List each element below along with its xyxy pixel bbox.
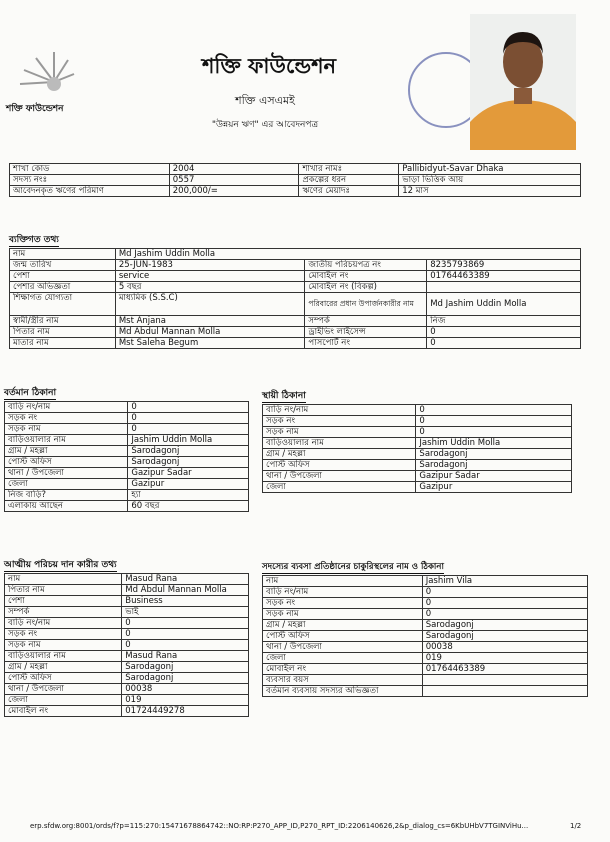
address-value: Gazipur Sadar (128, 468, 249, 479)
summary-value: 2004 (169, 164, 299, 175)
table-row (10, 293, 581, 316)
summary-value: ভাড়া ভিত্তিক আয় (399, 175, 581, 186)
relative-label: বাড়িওয়ালার নাম (5, 651, 122, 662)
relative-value: Masud Rana (122, 651, 249, 662)
personal-label: মোবাইল নং (বিকল্প) (305, 282, 427, 293)
present-address-table (4, 401, 249, 512)
footer-page-number: 1/2 (570, 822, 582, 830)
page-subtitle: শক্তি এসএমই (235, 94, 295, 107)
table-row (10, 186, 581, 197)
relative-value: 0 (122, 640, 249, 651)
table-row (5, 468, 249, 479)
personal-label: জাতীয় পরিচয়পত্র নং (305, 260, 427, 271)
table-row (263, 482, 572, 493)
table-row (5, 684, 249, 695)
address-value: Gazipur Sadar (416, 471, 572, 482)
table-row (10, 260, 581, 271)
personal-value: মাধ্যমিক (S.S.C) (115, 293, 305, 316)
personal-value (427, 282, 581, 293)
personal-label: মোবাইল নং (305, 271, 427, 282)
logo (6, 40, 86, 118)
summary-value: 0557 (169, 175, 299, 186)
address-value: Sarodagonj (416, 460, 572, 471)
table-row (10, 316, 581, 327)
table-row (263, 471, 572, 482)
address-value: Sarodagonj (128, 446, 249, 457)
table-row (10, 249, 581, 260)
relative-heading: আত্মীয় পরিচয় দান কারীর তথ্য (4, 560, 117, 570)
business-value: 00038 (422, 642, 587, 653)
table-row (263, 449, 572, 460)
address-label: সড়ক নাম (5, 424, 128, 435)
table-row (5, 457, 249, 468)
address-value: 60 বছর (128, 501, 249, 512)
address-value: 0 (128, 413, 249, 424)
business-label: পোস্ট অফিস (263, 631, 423, 642)
address-value: 0 (128, 402, 249, 413)
table-row (263, 460, 572, 471)
table-row (5, 629, 249, 640)
summary-value: 12 মাস (399, 186, 581, 197)
table-row (5, 651, 249, 662)
address-value: Sarodagonj (416, 449, 572, 460)
business-value: 0 (422, 587, 587, 598)
relative-label: সড়ক নাম (5, 640, 122, 651)
relative-label: পিতার নাম (5, 585, 122, 596)
table-row (5, 618, 249, 629)
table-row (5, 490, 249, 501)
table-row (263, 686, 588, 697)
address-label: সড়ক নং (5, 413, 128, 424)
personal-value: Mst Anjana (115, 316, 305, 327)
personal-label: জন্ম তারিখ (10, 260, 116, 271)
table-row (263, 576, 588, 587)
address-label: এলাকায় আছেন (5, 501, 128, 512)
relative-value: Business (122, 596, 249, 607)
table-row (10, 175, 581, 186)
relative-label: সড়ক নং (5, 629, 122, 640)
address-value: 0 (416, 427, 572, 438)
business-value (422, 675, 587, 686)
table-row (5, 706, 249, 717)
present-address-heading: বর্তমান ঠিকানা (4, 388, 57, 398)
table-row (5, 413, 249, 424)
table-row (263, 653, 588, 664)
relative-value: 0 (122, 618, 249, 629)
summary-label: ঋণের মেয়াদঃ (299, 186, 399, 197)
address-value: Gazipur (416, 482, 572, 493)
business-value: 019 (422, 653, 587, 664)
business-value: Sarodagonj (422, 631, 587, 642)
table-row (5, 501, 249, 512)
relative-label: সম্পর্ক (5, 607, 122, 618)
personal-value: 0 (427, 327, 581, 338)
table-row (263, 438, 572, 449)
table-row (5, 479, 249, 490)
relative-value: 0 (122, 629, 249, 640)
table-row (263, 642, 588, 653)
table-row (263, 609, 588, 620)
summary-value: 200,000/= (169, 186, 299, 197)
personal-heading: ব্যক্তিগত তথ্য (9, 235, 59, 245)
summary-label: শাখা কোড (10, 164, 170, 175)
summary-label: শাখার নামঃ (299, 164, 399, 175)
personal-value: service (115, 271, 305, 282)
table-row (5, 673, 249, 684)
table-row (263, 675, 588, 686)
business-value: 0 (422, 609, 587, 620)
business-value: 01764463389 (422, 664, 587, 675)
table-row (10, 327, 581, 338)
relative-value: 00038 (122, 684, 249, 695)
business-table (262, 575, 588, 697)
summary-label: প্রকল্পের ধরন (299, 175, 399, 186)
address-value: Sarodagonj (128, 457, 249, 468)
address-label: সড়ক নং (263, 416, 416, 427)
table-row (263, 416, 572, 427)
address-label: গ্রাম / মহল্লা (5, 446, 128, 457)
address-value: Jashim Uddin Molla (128, 435, 249, 446)
table-row (5, 662, 249, 673)
relative-value: 01724449278 (122, 706, 249, 717)
business-heading: সদস্যের ব্যবসা প্রতিষ্ঠানের চাকুরিস্থলের নাম ও ঠিকানা (262, 562, 444, 572)
table-row (5, 424, 249, 435)
personal-value: 8235793869 (427, 260, 581, 271)
business-label: গ্রাম / মহল্লা (263, 620, 423, 631)
table-row (5, 607, 249, 618)
address-label: সড়ক নাম (263, 427, 416, 438)
table-row (5, 695, 249, 706)
permanent-address-table (262, 404, 572, 493)
summary-table (9, 163, 581, 197)
personal-value: 5 বছর (115, 282, 305, 293)
person-photo-icon (470, 14, 576, 150)
address-label: বাড়িওয়ালার নাম (263, 438, 416, 449)
table-row (263, 427, 572, 438)
personal-label: পেশা (10, 271, 116, 282)
personal-value: 01764463389 (427, 271, 581, 282)
personal-label: শিক্ষাগত যোগ্যতা (10, 293, 116, 316)
address-label: থানা / উপজেলা (263, 471, 416, 482)
address-label: বাড়ি নং/নাম (5, 402, 128, 413)
relative-label: পেশা (5, 596, 122, 607)
table-row (5, 574, 249, 585)
relative-label: থানা / উপজেলা (5, 684, 122, 695)
address-label: থানা / উপজেলা (5, 468, 128, 479)
table-row (5, 596, 249, 607)
address-value: হ্যা (128, 490, 249, 501)
table-row (10, 271, 581, 282)
personal-label: পরিবারের প্রধান উপার্জনকারীর নাম (305, 293, 427, 316)
relative-value: Md Abdul Mannan Molla (122, 585, 249, 596)
business-label: সড়ক নং (263, 598, 423, 609)
table-row (5, 402, 249, 413)
address-label: পোস্ট অফিস (5, 457, 128, 468)
table-row (263, 631, 588, 642)
summary-label: সদস্য নংঃ (10, 175, 170, 186)
business-label: ব্যবসার বয়স (263, 675, 423, 686)
business-label: বাড়ি নং/নাম (263, 587, 423, 598)
address-label: জেলা (263, 482, 416, 493)
table-row (10, 164, 581, 175)
business-label: নাম (263, 576, 423, 587)
table-row (263, 587, 588, 598)
summary-value: Pallibidyut-Savar Dhaka (399, 164, 581, 175)
personal-value: Md Jashim Uddin Molla (115, 249, 580, 260)
personal-value: Md Jashim Uddin Molla (427, 293, 581, 316)
business-label: বর্তমান ব্যবসায় সদস্যর অভিজ্ঞতা (263, 686, 423, 697)
personal-label: পাসপোর্ট নং (305, 338, 427, 349)
business-label: থানা / উপজেলা (263, 642, 423, 653)
personal-label: মাতার নাম (10, 338, 116, 349)
address-value: Jashim Uddin Molla (416, 438, 572, 449)
table-row (5, 585, 249, 596)
relative-label: পোস্ট অফিস (5, 673, 122, 684)
relative-label: গ্রাম / মহল্লা (5, 662, 122, 673)
relative-value: ভাই (122, 607, 249, 618)
relative-value: Sarodagonj (122, 673, 249, 684)
address-value: 0 (128, 424, 249, 435)
relative-label: বাড়ি নং/নাম (5, 618, 122, 629)
personal-value: 25-JUN-1983 (115, 260, 305, 271)
business-label: মোবাইল নং (263, 664, 423, 675)
personal-value: 0 (427, 338, 581, 349)
address-value: 0 (416, 405, 572, 416)
applicant-photo (470, 14, 576, 150)
personal-label: স্বামী/স্ত্রীর নাম (10, 316, 116, 327)
personal-label: পেশার অভিজ্ঞতা (10, 282, 116, 293)
table-row (10, 338, 581, 349)
permanent-address-heading: স্থায়ী ঠিকানা (262, 391, 306, 401)
personal-label: নাম (10, 249, 116, 260)
address-label: পোস্ট অফিস (263, 460, 416, 471)
personal-label: সম্পর্ক (305, 316, 427, 327)
relative-value: Masud Rana (122, 574, 249, 585)
business-value: 0 (422, 598, 587, 609)
page-title: শক্তি ফাউন্ডেশন (201, 54, 337, 78)
business-value (422, 686, 587, 697)
logo-rays-icon (6, 40, 76, 95)
table-row (5, 446, 249, 457)
footer-url: erp.sfdw.org:8001/ords/f?p=115:270:15471678864742::NO:RP:P270_APP_ID,P270_RPT_ID:2206140626,2&p_dialog_cs=6KbUHbV7TGINViHu... (30, 822, 529, 830)
address-label: নিজ বাড়ি? (5, 490, 128, 501)
address-label: বাড়ি নং/নাম (263, 405, 416, 416)
form-name: "উন্নয়ন ঋণ" এর আবেদনপত্র (211, 120, 319, 130)
personal-value: Mst Saleha Begum (115, 338, 305, 349)
address-label: জেলা (5, 479, 128, 490)
table-row (263, 598, 588, 609)
relative-value: 019 (122, 695, 249, 706)
business-label: সড়ক নাম (263, 609, 423, 620)
table-row (263, 405, 572, 416)
business-value: Jashim Vila (422, 576, 587, 587)
personal-label: ড্রাইভিং লাইসেন্স (305, 327, 427, 338)
table-row (10, 282, 581, 293)
table-row (5, 640, 249, 651)
address-value: Gazipur (128, 479, 249, 490)
relative-value: Sarodagonj (122, 662, 249, 673)
address-label: বাড়িওয়ালার নাম (5, 435, 128, 446)
business-label: জেলা (263, 653, 423, 664)
personal-value: নিজ (427, 316, 581, 327)
personal-table (9, 248, 581, 349)
table-row (263, 664, 588, 675)
address-label: গ্রাম / মহল্লা (263, 449, 416, 460)
summary-label: আবেদনকৃত ঋণের পরিমাণ (10, 186, 170, 197)
personal-value: Md Abdul Mannan Molla (115, 327, 305, 338)
table-row (5, 435, 249, 446)
address-value: 0 (416, 416, 572, 427)
business-value: Sarodagonj (422, 620, 587, 631)
table-row (263, 620, 588, 631)
relative-label: মোবাইল নং (5, 706, 122, 717)
logo-text: শক্তি ফাউন্ডেশন (6, 104, 64, 114)
personal-label: পিতার নাম (10, 327, 116, 338)
relative-table (4, 573, 249, 717)
relative-label: নাম (5, 574, 122, 585)
relative-label: জেলা (5, 695, 122, 706)
